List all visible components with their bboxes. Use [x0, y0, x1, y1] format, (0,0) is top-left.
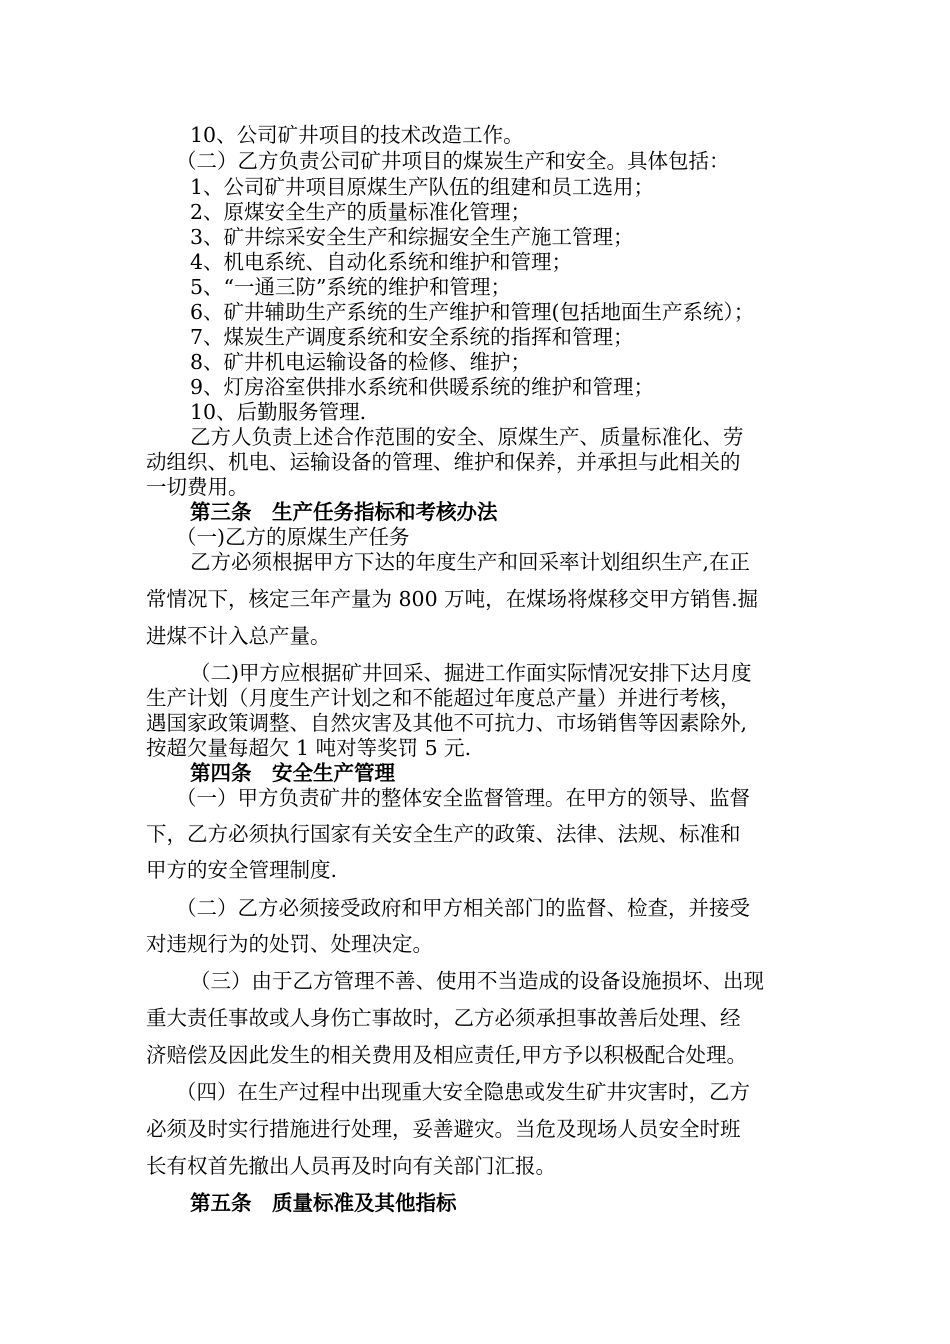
- text-line: 3、矿井综采安全生产和综掘安全生产施工管理；: [190, 225, 634, 249]
- text-line: （二)甲方应根据矿井回采、掘进工作面实际情况安排下达月度: [190, 661, 752, 685]
- text-line: （二）乙方必须接受政府和甲方相关部门的监督、检查，并接受: [176, 896, 750, 920]
- text-line: 长有权首先撤出人员再及时向有关部门汇报。: [146, 1154, 556, 1178]
- text-line: 遇国家政策调整、自然灾害及其他不可抗力、市场销售等因素除外,: [146, 711, 748, 735]
- text-line: 常情况下，核定三年产量为 800 万吨，在煤场将煤移交甲方销售.掘: [146, 587, 759, 611]
- text-line: 一切费用。: [146, 475, 249, 499]
- text-line: 8、矿井机电运输设备的检修、维护；: [190, 350, 532, 374]
- text-line: 进煤不计入总产量。: [146, 624, 331, 648]
- text-line: 生产计划（月度生产计划之和不能超过年度总产量）并进行考核，: [146, 686, 741, 710]
- section-heading: 第四条 安全生产管理: [190, 761, 395, 785]
- text-line: 必须及时实行措施进行处理，妥善避灾。当危及现场人员安全时班: [146, 1117, 741, 1141]
- text-line: 对违规行为的处罚、处理决定。: [146, 932, 433, 956]
- text-line: 重大责任事故或人身伤亡事故时，乙方必须承担事故善后处理、经: [146, 1006, 741, 1030]
- text-line: 9、灯房浴室供排水系统和供暖系统的维护和管理；: [190, 375, 655, 399]
- text-line: （三）由于乙方管理不善、使用不当造成的设备设施损坏、出现: [190, 969, 764, 993]
- text-line: 乙方人负责上述合作范围的安全、原煤生产、质量标准化、劳: [190, 425, 744, 449]
- text-line: 7、煤炭生产调度系统和安全系统的指挥和管理；: [190, 325, 634, 349]
- text-line: 5、“一通三防”系统的维护和管理；: [190, 275, 512, 299]
- section-heading: 第五条 质量标准及其他指标: [190, 1191, 457, 1215]
- text-line: （一)乙方的原煤生产任务: [176, 525, 410, 549]
- text-line: 6、矿井辅助生产系统的生产维护和管理(包括地面生产系统）；: [190, 300, 755, 324]
- text-line: （四）在生产过程中出现重大安全隐患或发生矿井灾害时，乙方: [176, 1080, 750, 1104]
- text-line: （一）甲方负责矿井的整体安全监督管理。在甲方的领导、监督: [176, 786, 750, 810]
- text-line: 10、后勤服务管理.: [190, 400, 367, 424]
- text-line: 济赔偿及因此发生的相关费用及相应责任,甲方予以积极配合处理。: [146, 1043, 748, 1067]
- text-line: 乙方必须根据甲方下达的年度生产和回采率计划组织生产,在正: [190, 550, 751, 574]
- text-line: 1、公司矿井项目原煤生产队伍的组建和员工选用；: [190, 175, 655, 199]
- section-heading: 第三条 生产任务指标和考核办法: [190, 500, 498, 524]
- text-line: （二）乙方负责公司矿井项目的煤炭生产和安全。具体包括：: [176, 149, 730, 173]
- text-line: 10、公司矿井项目的技术改造工作。: [190, 123, 524, 147]
- text-line: 甲方的安全管理制度.: [146, 858, 338, 882]
- text-line: 2、原煤安全生产的质量标准化管理；: [190, 200, 532, 224]
- text-line: 动组织、机电、运输设备的管理、维护和保养，并承担与此相关的: [146, 450, 741, 474]
- text-line: 下，乙方必须执行国家有关安全生产的政策、法律、法规、标准和: [146, 822, 741, 846]
- text-line: 按超欠量每超欠 1 吨对等奖罚 5 元.: [146, 736, 472, 760]
- text-line: 4、机电系统、自动化系统和维护和管理；: [190, 250, 573, 274]
